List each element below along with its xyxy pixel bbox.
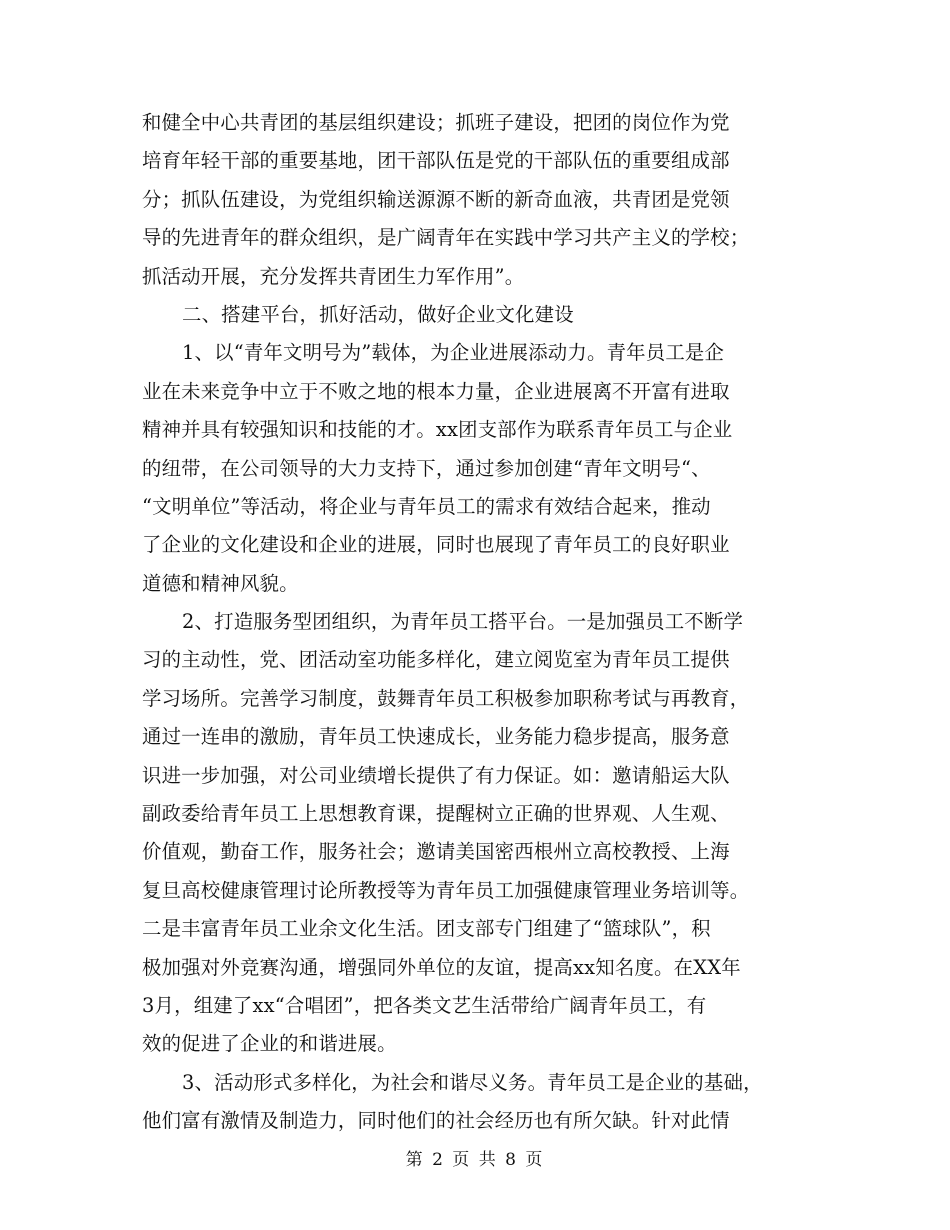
text-line: 业在未来竞争中立于不败之地的根本力量，企业进展离不开富有进取 xyxy=(142,379,730,403)
text-line: 副政委给青年员工上思想教育课，提醒树立正确的世界观、人生观、 xyxy=(142,802,730,826)
text-line: 3、活动形式多样化，为社会和谐尽义务。青年员工是企业的基础， xyxy=(182,1070,763,1094)
text-line: 和健全中心共青团的基层组织建设；抓班子建设，把团的岗位作为党 xyxy=(142,111,730,134)
text-line: 价值观，勤奋工作，服务社会；邀请美国密西根州立高校教授、上海 xyxy=(142,840,730,864)
document-body xyxy=(142,104,832,1141)
text-line: 识进一步加强，对公司业绩增长提供了有力保证。如：邀请船运大队 xyxy=(142,763,730,787)
text-line: 2、打造服务型团组织，为青年员工搭平台。一是加强员工不断学 xyxy=(182,610,744,634)
text-line: “文明单位”等活动，将企业与青年员工的需求有效结合起来，推动 xyxy=(142,494,711,518)
text-line: 学习场所。完善学习制度，鼓舞青年员工积极参加职称考试与再教育， xyxy=(142,686,750,710)
text-line: 效的促进了企业的和谐进展。 xyxy=(142,1032,397,1056)
text-line: 精神并具有较强知识和技能的才。xx团支部作为联系青年员工与企业 xyxy=(142,418,733,442)
text-line: 极加强对外竞赛沟通，增强同外单位的友谊，提高xx知名度。在XX年 xyxy=(142,955,741,979)
text-line: 分；抓队伍建设，为党组织输送源源不断的新奇血液，共青团是党领 xyxy=(142,187,730,211)
text-line: 通过一连串的激励，青年员工快速成长，业务能力稳步提高，服务意 xyxy=(142,725,730,749)
text-line: 了企业的文化建设和企业的进展，同时也展现了青年员工的良好职业 xyxy=(142,533,730,557)
text-line: 导的先进青年的群众组织，是广阔青年在实践中学习共产主义的学校； xyxy=(142,226,750,250)
text-line: 复旦高校健康管理讨论所教授等为青年员工加强健康管理业务培训等。 xyxy=(142,878,750,902)
text-line: 的纽带，在公司领导的大力支持下，通过参加创建“青年文明号“、 xyxy=(142,456,711,480)
text-line: 培育年轻干部的重要基地，团干部队伍是党的干部队伍的重要组成部 xyxy=(142,149,730,173)
text-line: 3月，组建了xx“合唱团”，把各类文艺生活带给广阔青年员工，有 xyxy=(142,993,707,1017)
text-line: 二是丰富青年员工业余文化生活。团支部专门组建了“篮球队”，积 xyxy=(142,917,711,941)
text-line: 道德和精神风貌。 xyxy=(142,571,299,595)
text-line: 习的主动性，党、团活动室功能多样化，建立阅览室为青年员工提供 xyxy=(142,648,730,672)
text-line: 1、以“青年文明号为”载体，为企业进展添动力。青年员工是企 xyxy=(182,341,725,365)
section-heading: 二、搭建平台，抓好活动，做好企业文化建设 xyxy=(182,302,574,326)
text-line: 他们富有激情及制造力，同时他们的社会经历也有所欠缺。针对此情 xyxy=(142,1109,730,1133)
page-number-footer: 第 2 页 共 8 页 xyxy=(405,1150,545,1170)
text-line: 抓活动开展，充分发挥共青团生力军作用”。 xyxy=(142,264,525,288)
